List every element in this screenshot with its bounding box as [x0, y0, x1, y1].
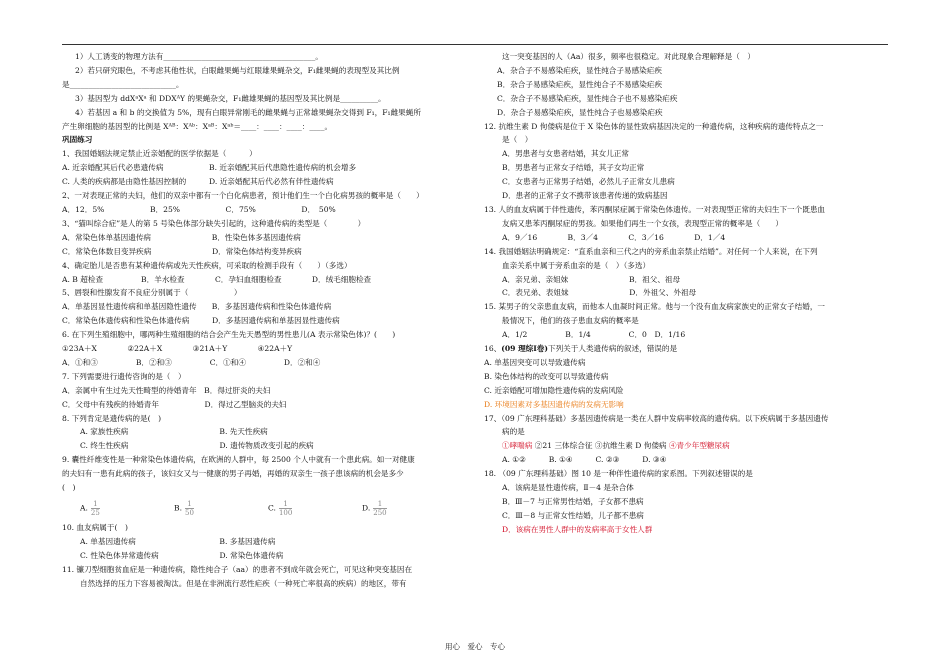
question-line [484, 342, 889, 356]
q17-option-1: ①哮喘病 [502, 441, 533, 451]
option-line: A．1/2 B．1/4 C．0 D．1/16 [502, 330, 686, 340]
left-column [62, 50, 477, 591]
question-line: 2、一对表现正常的夫妇，他们的双亲中都有一个白化病患者，预计他们生一个白化病男孩的概率是（ ） [62, 191, 424, 201]
option-line: C. 人类的疾病都是由隐性基因控制的 D. 近亲婚配其后代必然有伴性遗传病 [62, 177, 334, 187]
highlighted-option: D．该病在男性人群中的发病率高于女性人群 [502, 524, 653, 534]
question-line: 9. 囊性纤维变性是一种常染色体遗传病，在欧洲的人群中，每 2500 个人中就有一个患此病。如一对健康 [62, 455, 415, 465]
option-line: C．杂合子不易感染疟疾，显性纯合子也不易感染疟疾 [497, 93, 678, 103]
q16-tag: (09 理综Ⅰ卷) [501, 344, 548, 354]
q17-option-2: ②21 三体综合征 [534, 441, 593, 451]
option-line: A．杂合子不易感染疟疾，显性纯合子易感染疟疾 [497, 65, 662, 75]
question-line: 12. 抗维生素 D 佝偻病是位于 X 染色体的显性致病基因决定的一种遗传病，这种疾病的遗传特点之一 [484, 121, 824, 131]
q17-option-3: ③抗维生素 D 佝偻病 [594, 441, 667, 451]
question-line: 的夫妇有一患有此病的孩子，该妇女又与一健康的男子再婚，再婚的双亲生一孩子患该病的机会是多少 [62, 469, 404, 479]
question-line: 自然选择的压力下容易被淘汰。但是在非洲流行恶性疟疾（一种死亡率很高的疾病）的地区，带有 [80, 578, 407, 588]
text-line: 是____________________________。 [62, 79, 184, 89]
question-line: 5、唇裂和性腺发育不良症分别属于（ ） [62, 288, 242, 298]
section-title: 巩固练习 [62, 135, 93, 145]
question-line: 14. 我国婚姻法明确规定：“直系血亲和三代之内的旁系血亲禁止结婚”。对任何一个人来说，在下列 [484, 246, 818, 256]
right-column [484, 50, 889, 537]
option-line: A．男患者与女患者结婚，其女儿正常 [502, 149, 629, 159]
question-line: 友病又患苯丙酮尿症的男孩。如果他们再生一个女孩，表现型正常的概率是（ ） [502, 218, 783, 228]
question-line: ( ) [62, 483, 76, 493]
question-line: 血亲关系中属于旁系血亲的是（ ）（多选） [502, 260, 651, 270]
option-line: A. 近亲婚配其后代必患遗传病 B. 近亲婚配其后代患隐性遗传病的机会增多 [62, 163, 357, 173]
question-line: 4、确定胎儿是否患有某种遗传病或先天性疾病，可采取的检测手段有（ ）（多选） [62, 260, 352, 270]
question-line: 般情况下，他们的孩子患血友病的概率是 [502, 316, 639, 326]
option-line: C. 性染色体异常遗传病 D. 常染色体遗传病 [80, 550, 284, 560]
question-line: 15. 某男子的父亲患血友病，而他本人血凝时间正常。他与一个没有血友病家族史的正常女子结婚，一 [484, 302, 826, 312]
option-line: A. 单基因突变可以导致遗传病 [484, 357, 586, 367]
top-rule [62, 44, 888, 45]
option-line: B．男患者与正常女子结婚，其子女均正常 [502, 163, 645, 173]
option-line: ①23A＋X ②22A＋X ③21A＋Y ④22A＋Y [62, 344, 293, 354]
question-line: 3、“猫叫综合症”是人的第 5 号染色体部分缺失引起的，这种遗传病的类型是（ ） [62, 218, 366, 228]
option-line: C．父母中有残疾的待婚青年 D．得过乙型脑炎的夫妇 [62, 399, 287, 409]
option-line: A．亲兄弟、亲姐妹 B．祖父、祖母 [502, 274, 681, 284]
option-line: C. 近亲婚配可增加隐性遗传病的发病风险 [484, 385, 624, 395]
option-line: B．Ⅲ－7 与正常男性结婚，子女都不患病 [502, 497, 644, 506]
q9-option-d: D. $\frac{1}{250}$ [362, 499, 387, 517]
option-line: A. B 超检查 B．羊水检查 C．孕妇血细胞检查 D．绒毛细胞检查 [62, 274, 372, 284]
option-line: A．该病是显性遗传病，Ⅱ－4 是杂合体 [502, 483, 634, 493]
text-line: 3）基因型为 ddXᵃXᵃ 和 DDXᴬY 的果蝇杂交，F₁雌雄果蝇的基因型及其比例是__________。 [75, 93, 386, 103]
question-line: 1、我国婚姻法规定禁止近亲婚配的医学依据是（ ） [62, 149, 257, 159]
option-line: D．患者的正常子女不携带该患者传递的致病基因 [502, 191, 668, 201]
option-line: B. 染色体结构的改变可以导致遗传病 [484, 371, 609, 381]
question-line: 8. 下列肯定是遗传病的是( ) [62, 413, 162, 423]
option-line: A．9／16 B．3／4 C．3／16 D．1／4 [502, 232, 726, 242]
option-line: A. 单基因遗传病 B. 多基因遗传病 [80, 536, 276, 546]
option-line: A．12．5% B．25% C．75% D． 50% [62, 204, 336, 214]
option-line: C. 终生性疾病 D. 遗传物质改变引起的疾病 [80, 441, 314, 451]
option-line: A．常染色体单基因遗传病 B．性染色体多基因遗传病 [62, 232, 301, 242]
option-line: A. ①② B. ①④ C. ②③ D. ③④ [502, 455, 667, 465]
option-line: A．亲属中有生过先天性畸型的待婚青年 B．得过肝炎的夫妇 [62, 385, 271, 395]
highlighted-option: D. 环境因素对多基因遗传病的发病无影响 [484, 399, 624, 409]
question-line: 这一突变基因的人（Aa）很多，频率也很稳定。对此现象合理解释是（ ） [502, 52, 756, 61]
option-line: A．①和③ B．②和③ C．①和④ D．②和④ [62, 357, 321, 367]
question-line: 18. （09 广东理科基础）图 10 是一种伴性遗传病的家系图。下列叙述错误的是 [484, 469, 753, 479]
option-line: D．杂合子易感染疟疾，显性纯合子也易感染疟疾 [497, 107, 663, 117]
option-line: A．单基因显性遗传病和单基因隐性遗传 B．多基因遗传病和性染色体遗传病 [62, 302, 332, 312]
question-line: 13. 人的血友病属于伴性遗传，苯丙酮尿症属于常染色体遗传。一对表现型正常的夫妇生下一个既患血 [484, 204, 826, 214]
option-line: C．表兄弟、表姐妹 D．外祖父、外祖母 [502, 288, 697, 298]
q17-option-4: ④青少年型糖尿病 [668, 441, 730, 451]
page-footer: 用心 爱心 专心 [445, 642, 505, 651]
question-line: 7. 下列需要进行遗传咨询的是（ ） [62, 371, 186, 381]
question-line: 病的是 [502, 427, 525, 437]
text-line: 2）若只研究眼色，不考虑其他性状，白眼雌果蝇与红眼雄果蝇杂交，F₁雌果蝇的表现型及其比例 [75, 65, 400, 75]
text-line: 4）若基因 a 和 b 的交换值为 5%，现有白眼异常刚毛的雌果蝇与正常雄果蝇杂交得到 F₁，F₁雌果蝇所 [75, 107, 421, 117]
option-line: A. 家族性疾病 B. 先天性疾病 [80, 427, 268, 437]
option-line: C．常染色体遗传病和性染色体遗传病 D．多基因遗传病和单基因显性遗传病 [62, 316, 340, 326]
q17-options [484, 439, 889, 453]
q9-options [62, 495, 477, 521]
q16-number: 16、 [484, 344, 502, 354]
question-line: 是（ ） [502, 135, 533, 145]
question-line: 10. 血友病属于( ) [62, 523, 128, 532]
q9-option-a: A. $\frac{1}{25}$ [80, 499, 100, 517]
question-line: 11. 镰刀型细胞贫血症是一种遗传病，隐性纯合子（aa）的患者不到成年就会死亡，可见这种突变基因在 [62, 564, 413, 574]
q9-option-b: B. $\frac{1}{50}$ [174, 499, 194, 517]
question-line: 17、（09 广东理科基础）多基因遗传病是一类在人群中发病率较高的遗传病。以下疾病属于多基因遗传 [484, 413, 829, 423]
q9-option-c: C. $\frac{1}{100}$ [268, 499, 293, 517]
text-line: 1）人工诱变的物理方法有________________________________________。 [75, 52, 323, 61]
option-line: C．女患者与正常男子结婚，必然儿子正常女儿患病 [502, 177, 675, 187]
text-line: 产生卵细胞的基因型的比例是 Xᴬᴮ：Xᴬᵇ：Xᵃᴮ：Xᵃᵇ＝____：____：____：____。 [62, 121, 333, 131]
q16-text: 下列关于人类遗传病的叙述，错误的是 [548, 344, 678, 354]
option-line: C．常染色体数目变异疾病 D．常染色体结构变异疾病 [62, 246, 302, 256]
question-line: 6. 在下列生殖细胞中，哪两种生殖细胞的结合会产生先天愚型的男性患儿(A 表示常染色体)？( ) [62, 330, 396, 340]
option-line: B．杂合子易感染疟疾，显性纯合子不易感染疟疾 [497, 79, 663, 89]
option-line: C．Ⅲ－8 与正常女性结婚，儿子都不患病 [502, 510, 644, 520]
